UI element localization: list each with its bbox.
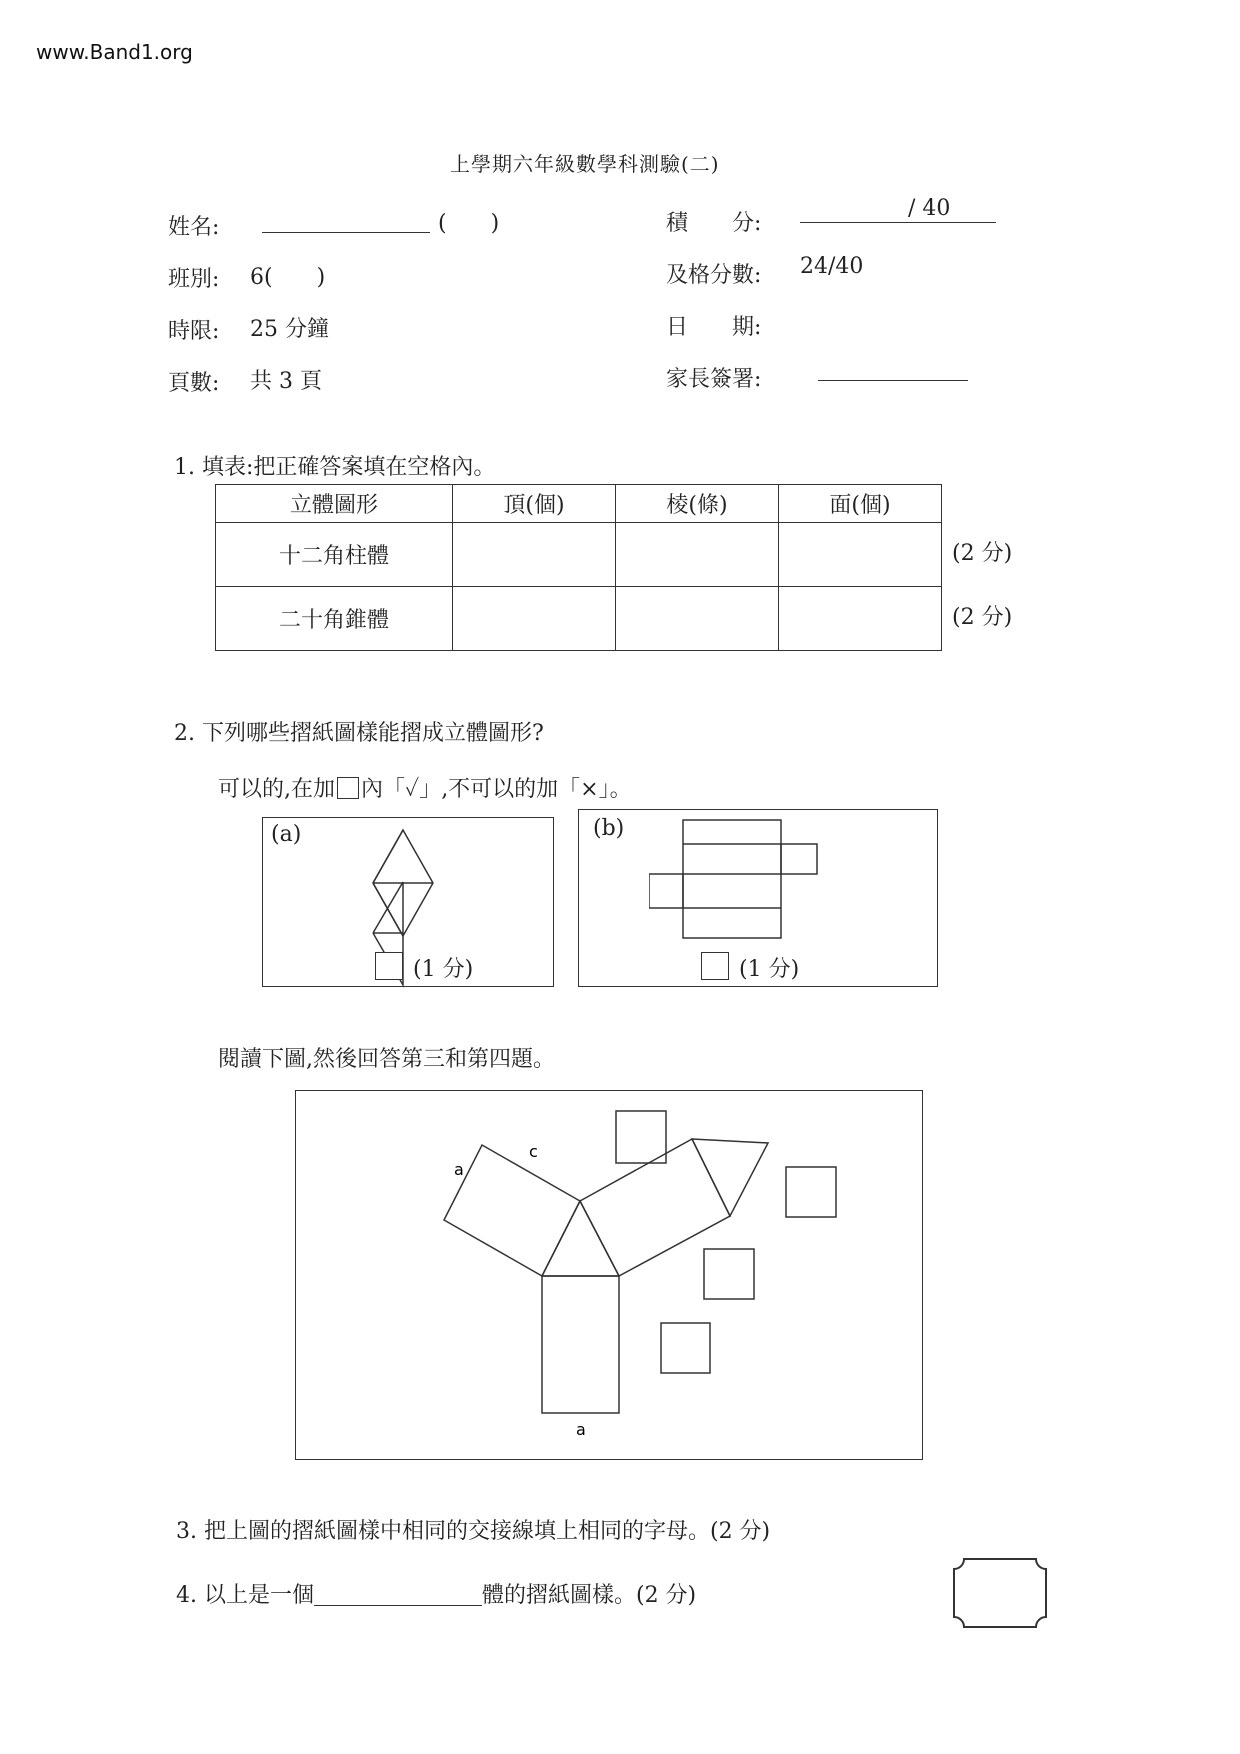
option-b-panel: [578, 809, 938, 987]
option-label: (b): [593, 816, 625, 841]
col-header: 頂(個): [453, 485, 616, 523]
answer-cell[interactable]: [616, 523, 779, 587]
name-field[interactable]: [262, 232, 430, 233]
answer-cell[interactable]: [779, 587, 942, 651]
q1-table: [215, 484, 942, 651]
answer-cell[interactable]: [616, 587, 779, 651]
col-header: 立體圖形: [216, 485, 453, 523]
pages-label: 頁數:: [168, 371, 220, 396]
row-score: (2 分): [952, 605, 1013, 630]
q1-prompt: 1. 填表:把正確答案填在空格內。: [174, 455, 496, 480]
pages-value: 共 3 頁: [250, 369, 322, 394]
name-paren: ( ): [438, 211, 500, 236]
instruction-post: 內「✓」,不可以的加「×」。: [361, 777, 632, 802]
net-figure-panel: [295, 1090, 923, 1460]
col-header: 棱(條): [616, 485, 779, 523]
row-shape: 十二角柱體: [216, 523, 453, 587]
answer-checkbox[interactable]: [701, 952, 729, 980]
option-label: (a): [271, 822, 302, 847]
answer-checkbox[interactable]: [375, 952, 403, 980]
pass-value: 24/40: [800, 254, 864, 279]
score-label: 積 分:: [666, 211, 762, 236]
instruction-pre: 可以的,在加: [218, 777, 335, 802]
option-score: (1 分): [413, 957, 474, 982]
sign-label: 家長簽署:: [666, 367, 762, 392]
box-symbol-icon: [337, 777, 359, 799]
edge-label-a-bottom: a: [576, 1420, 586, 1439]
row-shape: 二十角錐體: [216, 587, 453, 651]
sign-field[interactable]: [818, 380, 968, 381]
q4-blank[interactable]: [314, 1583, 482, 1606]
q4-post: 體的摺紙圖樣。(2 分): [481, 1583, 697, 1608]
page-title: 上學期六年級數學科測驗(二): [450, 152, 720, 176]
name-label: 姓名:: [168, 215, 220, 240]
col-header: 面(個): [779, 485, 942, 523]
class-label: 班別:: [168, 267, 220, 292]
edge-label-c: c: [529, 1142, 538, 1161]
score-field[interactable]: [800, 222, 996, 223]
option-a-panel: [262, 817, 554, 987]
time-value: 25 分鐘: [250, 317, 329, 342]
row-score: (2 分): [952, 541, 1013, 566]
site-url[interactable]: www.Band1.org: [36, 40, 193, 64]
answer-cell[interactable]: [453, 587, 616, 651]
table-row: [216, 587, 942, 651]
cuboid-net-icon: [649, 818, 829, 948]
score-total: / 40: [908, 196, 951, 221]
answer-cell[interactable]: [779, 523, 942, 587]
answer-cell[interactable]: [453, 523, 616, 587]
pass-label: 及格分數:: [666, 263, 762, 288]
read-prompt: 閱讀下圖,然後回答第三和第四題。: [218, 1047, 555, 1072]
q2-prompt: 2. 下列哪些摺紙圖樣能摺成立體圖形?: [174, 721, 544, 746]
cut-corner-square-icon: [950, 1555, 1050, 1635]
date-label: 日 期:: [666, 315, 762, 340]
prism-net-icon: [296, 1091, 922, 1459]
q4-pre: 4. 以上是一個: [176, 1583, 314, 1608]
option-score: (1 分): [739, 957, 800, 982]
time-label: 時限:: [168, 319, 220, 344]
q2-instruction: [218, 772, 632, 803]
square-box: [616, 1111, 666, 1163]
q4-line: [176, 1578, 696, 1609]
table-row: [216, 523, 942, 587]
q3-text: 3. 把上圖的摺紙圖樣中相同的交接線填上相同的字母。(2 分): [176, 1519, 771, 1544]
edge-label-a: a: [454, 1160, 464, 1179]
class-value: 6( ): [250, 265, 326, 290]
